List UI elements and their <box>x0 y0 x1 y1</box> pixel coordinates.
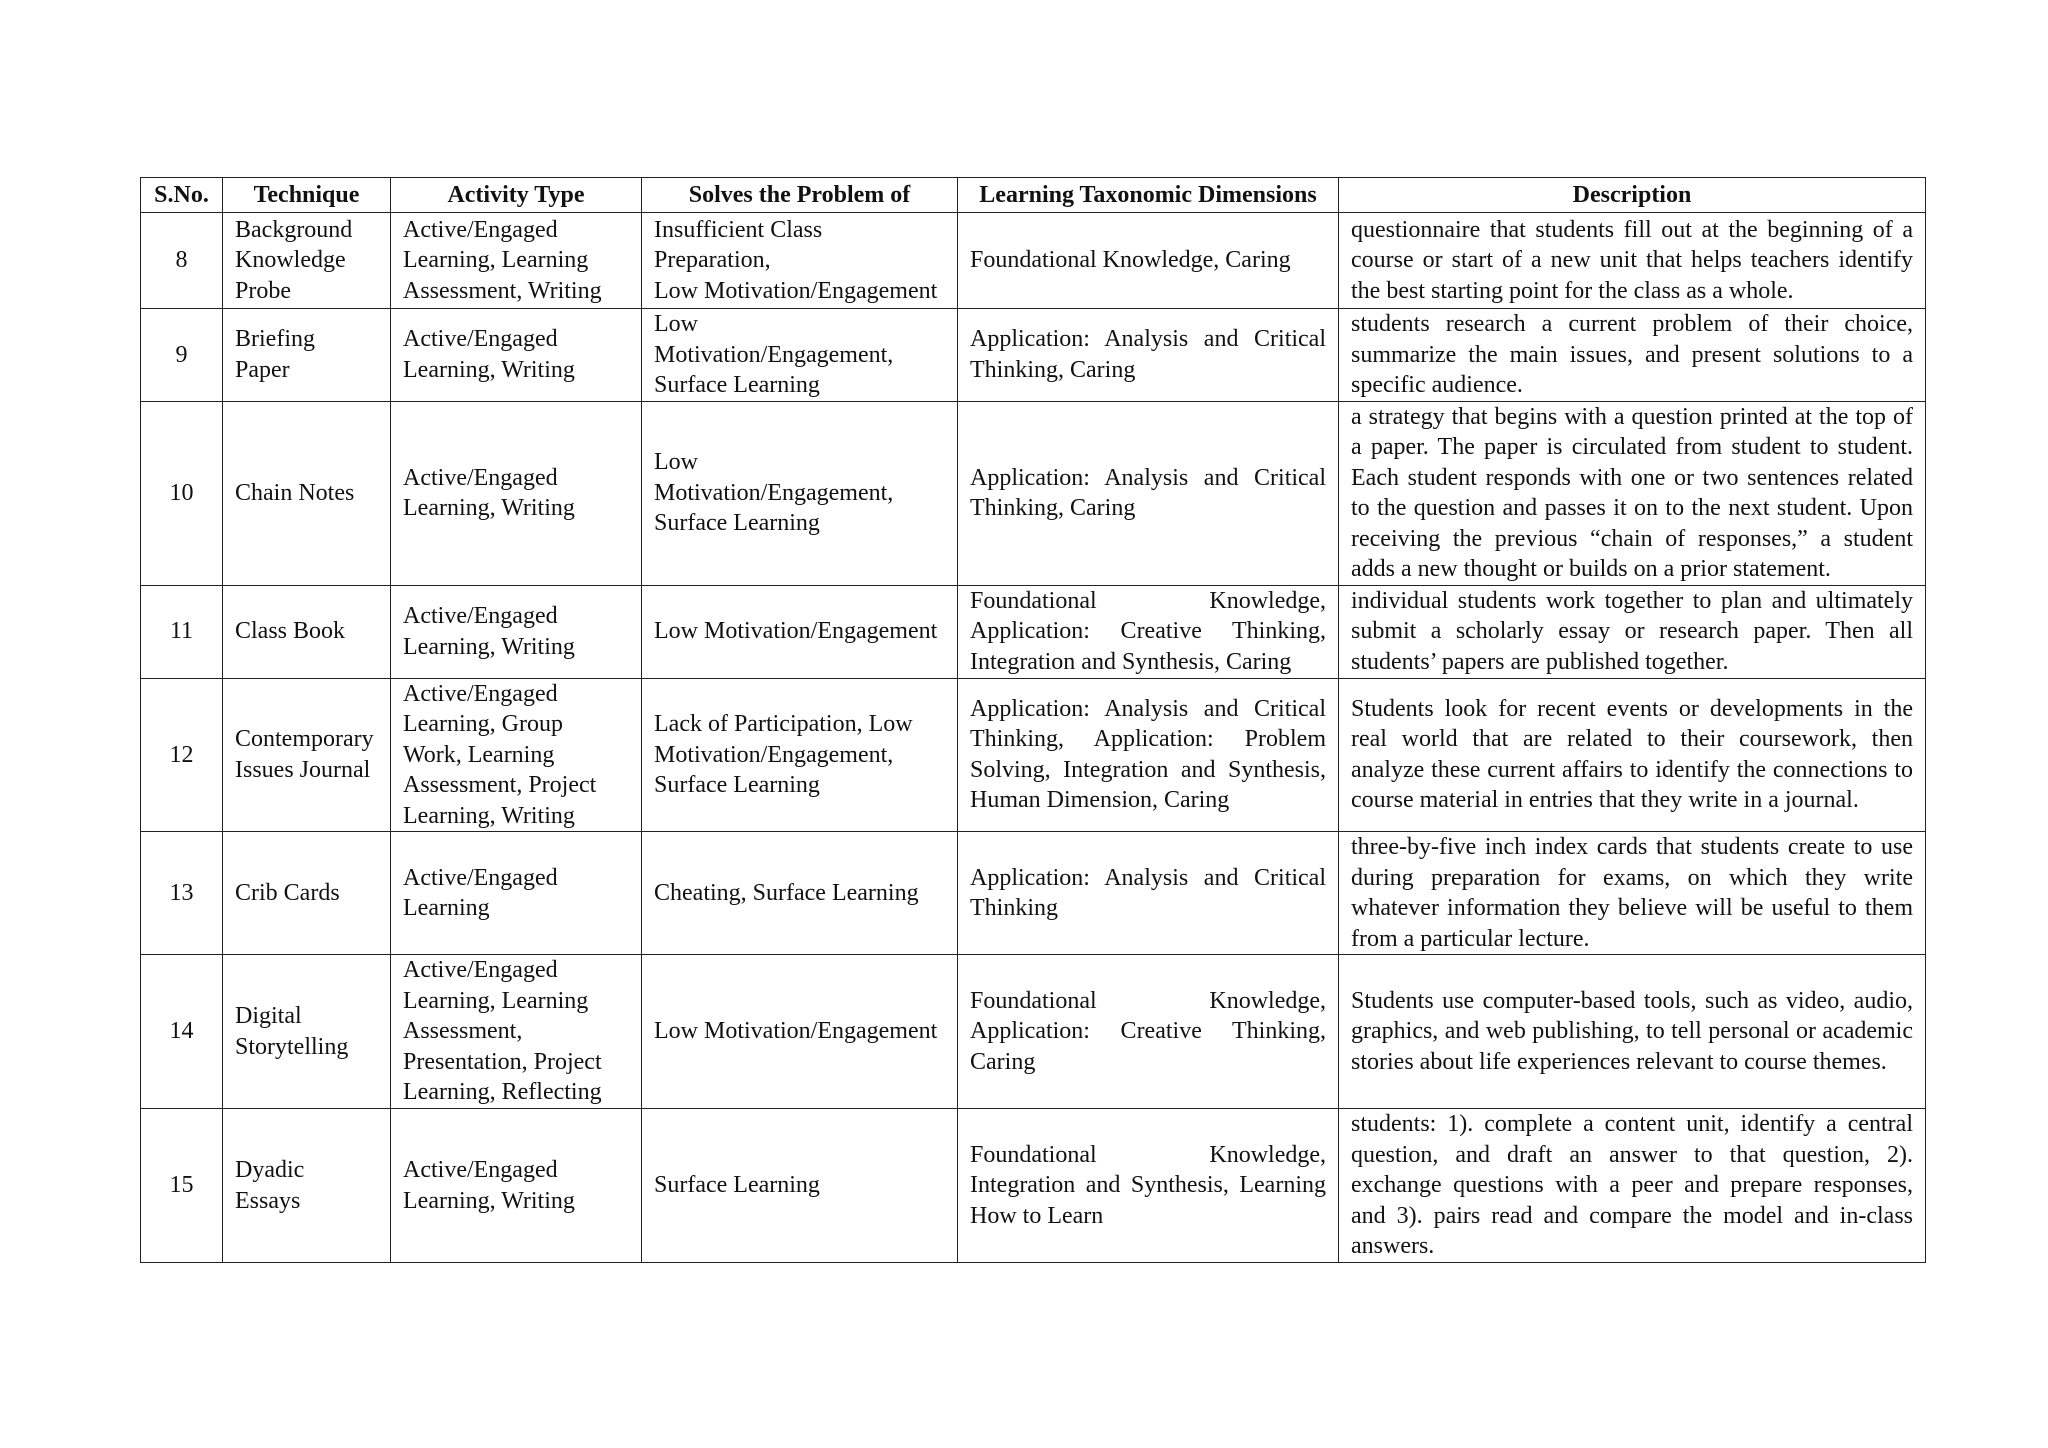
activity-line: Presentation, Project <box>403 1048 602 1075</box>
header-description: Description <box>1339 178 1926 213</box>
cell-dimensions: Foundational Knowledge, Application: Creative Thinking, Integration and Synthesis, Caring <box>958 585 1339 678</box>
activity-line: Active/Engaged <box>403 603 558 629</box>
technique-line: Issues Journal <box>235 756 371 783</box>
problem-line: Motivation/Engagement, <box>654 341 894 368</box>
cell-activity-type <box>391 213 642 309</box>
technique-line: Essays <box>235 1187 301 1214</box>
cell-technique <box>223 1109 391 1263</box>
cell-description: Students use computer-based tools, such as video, audio, graphics, and web publishing, to tell personal or academic stories about life experiences relevant to course themes. <box>1339 955 1926 1109</box>
header-activity-type: Activity Type <box>391 178 642 213</box>
table-row <box>141 309 1926 402</box>
cell-technique <box>223 213 391 309</box>
cell-technique <box>223 955 391 1109</box>
header-row <box>141 178 1926 213</box>
cell-description: students research a current problem of their choice, summarize the main issues, and present solutions to a specific audience. <box>1339 309 1926 402</box>
activity-line: Assessment, Writing <box>403 277 602 304</box>
table-row <box>141 678 1926 832</box>
problem-line: Cheating, Surface Learning <box>654 879 919 906</box>
cell-description: three-by-five inch index cards that students create to use during preparation for exams, on which they write whatever information they believe will be useful to them from a particular lecture. <box>1339 832 1926 955</box>
table-row <box>141 1109 1926 1263</box>
cell-dimensions: Foundational Knowledge, Caring <box>958 213 1339 309</box>
activity-line: Learning, Group <box>403 711 563 737</box>
table-row <box>141 585 1926 678</box>
cell-dimensions: Application: Analysis and Critical Thinking, Caring <box>958 401 1339 585</box>
cell-sno: 13 <box>141 832 223 955</box>
cell-problem <box>642 678 958 832</box>
header-sno: S.No. <box>141 178 223 213</box>
activity-line: Learning, Learning <box>403 247 589 274</box>
cell-sno: 14 <box>141 955 223 1109</box>
problem-line: Motivation/Engagement, <box>654 479 894 506</box>
problem-line: Low <box>654 449 698 476</box>
technique-line: Briefing <box>235 326 315 353</box>
cell-problem <box>642 585 958 678</box>
cell-sno: 10 <box>141 401 223 585</box>
cell-activity-type <box>391 401 642 585</box>
problem-line: Preparation, <box>654 247 771 274</box>
cell-dimensions: Application: Analysis and Critical Thinking <box>958 832 1339 955</box>
problem-line: Surface Learning <box>654 1172 820 1199</box>
problem-line: Low Motivation/Engagement <box>654 1018 938 1045</box>
cell-activity-type <box>391 1109 642 1263</box>
activity-line: Learning, Writing <box>403 633 575 660</box>
activity-line: Learning, Writing <box>403 495 575 521</box>
cell-sno: 11 <box>141 585 223 678</box>
activity-line: Active/Engaged <box>403 326 558 353</box>
activity-line: Active/Engaged <box>403 680 558 707</box>
cell-problem <box>642 832 958 955</box>
cell-activity-type <box>391 585 642 678</box>
cell-problem <box>642 309 958 402</box>
cell-technique <box>223 309 391 402</box>
activity-line: Assessment, Project <box>403 772 597 798</box>
cell-problem <box>642 401 958 585</box>
cell-description: Students look for recent events or developments in the real world that are related to their coursework, then analyze these current affairs to identify the connections to course material in entries that they write in a journal. <box>1339 678 1926 832</box>
activity-line: Assessment, <box>403 1018 523 1045</box>
cell-activity-type <box>391 955 642 1109</box>
activity-line: Active/Engaged <box>403 864 558 891</box>
cell-dimensions: Foundational Knowledge, Integration and Synthesis, Learning How to Learn <box>958 1109 1339 1263</box>
header-solves-problem: Solves the Problem of <box>642 178 958 213</box>
problem-line: Low Motivation/Engagement <box>654 277 938 304</box>
problem-line: Surface Learning <box>654 510 820 537</box>
cell-dimensions: Application: Analysis and Critical Thinking, Application: Problem Solving, Integration and Synthesis, Human Dimension, Caring <box>958 678 1339 832</box>
table-row <box>141 832 1926 955</box>
problem-line: Insufficient Class <box>654 216 823 243</box>
cell-description: a strategy that begins with a question printed at the top of a paper. The paper is circulated from student to student. Each student responds with one or two sentences related to the question and passes it on to the next student. Upon receiving the previous “chain of responses,” a student adds a new thought or builds on a prior statement. <box>1339 401 1926 585</box>
problem-line: Low Motivation/Engagement <box>654 618 938 645</box>
cell-activity-type <box>391 678 642 832</box>
cell-description: questionnaire that students fill out at the beginning of a course or start of a new unit that helps teachers identify the best starting point for the class as a whole. <box>1339 213 1926 309</box>
activity-line: Learning, Writing <box>403 1187 575 1214</box>
technique-line: Storytelling <box>235 1033 349 1060</box>
technique-line: Paper <box>235 356 290 383</box>
cell-description: students: 1). complete a content unit, identify a central question, and draft an answer to that question, 2). exchange questions with a peer and prepare responses, and 3). pairs read and compare the model and in-class answers. <box>1339 1109 1926 1263</box>
activity-line: Active/Engaged <box>403 957 558 984</box>
cell-problem <box>642 213 958 309</box>
technique-line: Contemporary <box>235 726 374 753</box>
technique-line: Crib Cards <box>235 879 340 906</box>
technique-line: Digital <box>235 1003 302 1029</box>
technique-line: Knowledge <box>235 247 346 274</box>
cell-dimensions: Foundational Knowledge, Application: Creative Thinking, Caring <box>958 955 1339 1109</box>
cell-dimensions: Application: Analysis and Critical Thinking, Caring <box>958 309 1339 402</box>
techniques-table <box>140 177 1926 1263</box>
cell-technique <box>223 678 391 832</box>
table-row <box>141 955 1926 1109</box>
cell-technique <box>223 585 391 678</box>
activity-line: Active/Engaged <box>403 464 558 491</box>
activity-line: Learning, Writing <box>403 802 575 829</box>
cell-problem <box>642 955 958 1109</box>
cell-activity-type <box>391 832 642 955</box>
header-learning-dimensions: Learning Taxonomic Dimensions <box>958 178 1339 213</box>
table-row <box>141 213 1926 309</box>
problem-line: Low <box>654 311 698 337</box>
problem-line: Surface Learning <box>654 372 820 398</box>
cell-sno: 8 <box>141 213 223 309</box>
activity-line: Learning, Writing <box>403 356 575 383</box>
activity-line: Learning, Reflecting <box>403 1079 602 1106</box>
cell-problem <box>642 1109 958 1263</box>
cell-technique <box>223 832 391 955</box>
problem-line: Surface Learning <box>654 772 820 798</box>
cell-sno: 9 <box>141 309 223 402</box>
activity-line: Learning, Learning <box>403 987 589 1014</box>
table-body <box>141 213 1926 1263</box>
problem-line: Lack of Participation, Low <box>654 711 913 737</box>
technique-line: Background <box>235 216 353 243</box>
technique-line: Chain Notes <box>235 479 355 506</box>
technique-line: Dyadic <box>235 1157 305 1183</box>
activity-line: Work, Learning <box>403 741 555 768</box>
cell-sno: 15 <box>141 1109 223 1263</box>
activity-line: Active/Engaged <box>403 1157 558 1183</box>
cell-technique <box>223 401 391 585</box>
header-technique: Technique <box>223 178 391 213</box>
activity-line: Learning <box>403 895 490 921</box>
activity-line: Active/Engaged <box>403 216 558 243</box>
problem-line: Motivation/Engagement, <box>654 741 894 768</box>
table-row <box>141 401 1926 585</box>
cell-sno: 12 <box>141 678 223 832</box>
technique-line: Class Book <box>235 618 346 645</box>
cell-description: individual students work together to plan and ultimately submit a scholarly essay or research paper. Then all students’ papers are published together. <box>1339 585 1926 678</box>
technique-line: Probe <box>235 277 291 304</box>
cell-activity-type <box>391 309 642 402</box>
